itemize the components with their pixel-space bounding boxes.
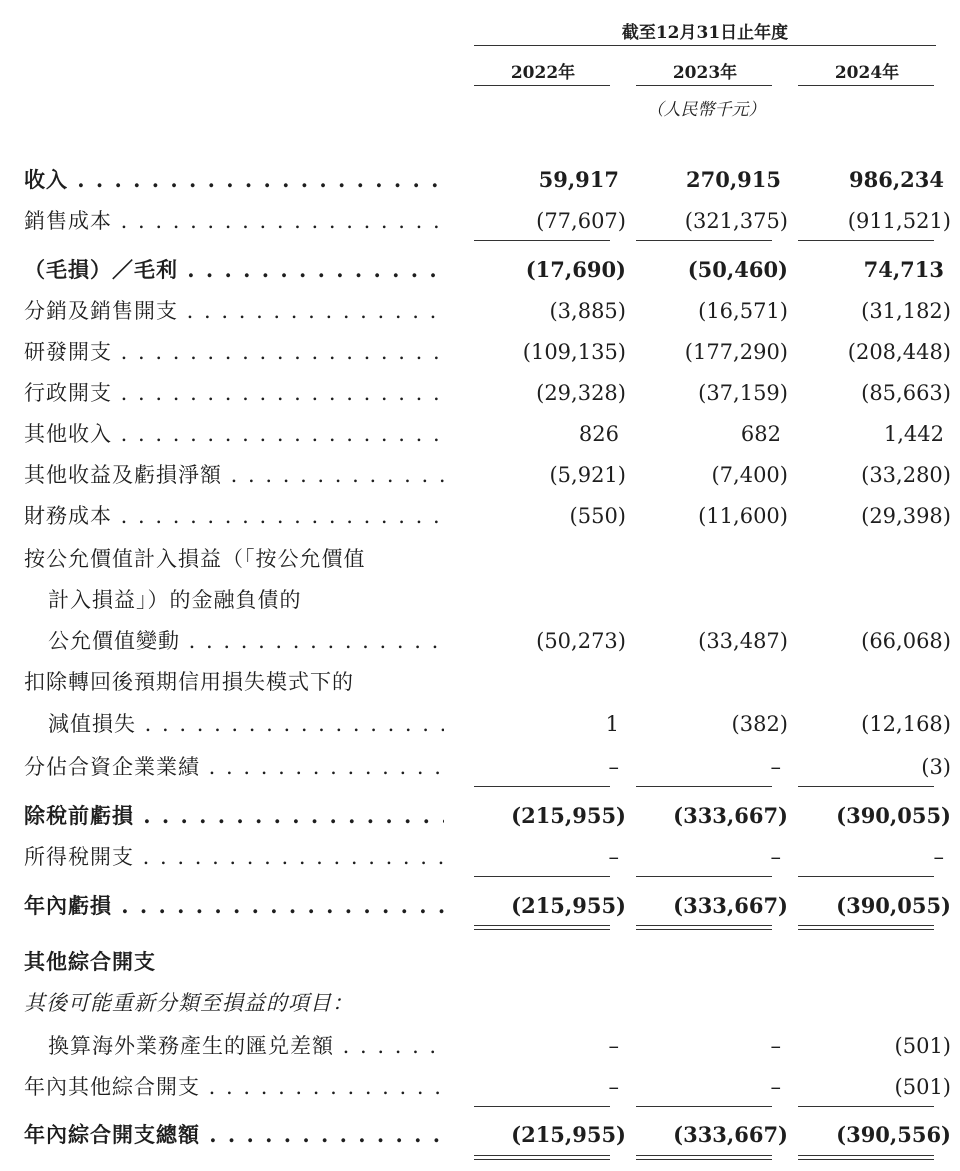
table-row-oci-for-year: [0, 1067, 960, 1107]
row-label: 公允價值變動 . . .: [48, 621, 444, 661]
subtotal-rule-2022: [474, 786, 610, 787]
subtotal-rule-2024: [798, 786, 934, 787]
section-heading-oci: [0, 942, 960, 982]
table-row-fair-value-change: [0, 621, 960, 661]
period-header-rule: [474, 45, 936, 46]
row-label: 其他綜合開支: [24, 949, 156, 974]
value-2022: (5,921): [549, 463, 626, 487]
period-header: 截至12月31日止年度: [621, 23, 789, 43]
year-header-2024: 2024年: [834, 63, 900, 83]
table-row-ecl-line1: [0, 662, 960, 702]
value-2023: (333,667): [673, 803, 788, 828]
row-label: 分銷及銷售開支 . . .: [24, 291, 444, 331]
row-label: 其他收益及虧損淨額 . . .: [24, 455, 444, 495]
value-2023: (11,600): [698, 504, 788, 528]
table-row-admin-expenses: [0, 373, 960, 413]
table-row-impairment-losses: [0, 704, 960, 744]
value-2023: (37,159): [698, 381, 788, 405]
value-2023: (382): [731, 712, 788, 736]
value-2022: 1: [605, 712, 619, 736]
row-label: 扣除轉回後預期信用損失模式下的: [24, 670, 354, 694]
value-2022: (29,328): [536, 381, 626, 405]
value-2024: (66,068): [861, 629, 951, 653]
value-2024: (12,168): [861, 712, 951, 736]
value-2022: –: [608, 845, 619, 869]
row-label: 年內其他綜合開支 . . .: [24, 1067, 444, 1107]
table-row-fx-difference: [0, 1026, 960, 1066]
value-2022: –: [608, 1075, 619, 1099]
value-2022: (215,955): [511, 893, 626, 918]
table-row-revenue: [0, 160, 960, 200]
row-label: （毛損）／毛利 . . .: [24, 250, 444, 290]
row-label: 財務成本 . . .: [24, 496, 444, 536]
value-2022: (109,135): [522, 340, 626, 364]
row-label: 除稅前虧損 . . .: [24, 796, 444, 836]
table-row-other-income: [0, 414, 960, 454]
year-header-rule-2024: [798, 85, 934, 86]
value-2022: (50,273): [536, 629, 626, 653]
subtotal-rule-2024: [798, 876, 934, 877]
value-2023: 270,915: [686, 167, 781, 192]
value-2023: (333,667): [673, 1122, 788, 1147]
row-label: 計入損益」）的金融負債的: [48, 588, 302, 612]
value-2024: (390,055): [836, 893, 951, 918]
subtotal-rule-2023: [636, 1106, 772, 1107]
table-row-distribution-expenses: [0, 291, 960, 331]
total-double-rule-2023: [636, 1155, 772, 1160]
subtotal-rule-2022: [474, 876, 610, 877]
year-header-2023: 2023年: [672, 63, 738, 83]
value-2023: –: [770, 755, 781, 779]
value-2024: –: [933, 845, 944, 869]
value-2022: (550): [569, 504, 626, 528]
table-row-loss-for-year: [0, 886, 960, 926]
table-row-other-gains-losses: [0, 455, 960, 495]
value-2024: (501): [894, 1075, 951, 1099]
value-2023: (50,460): [687, 257, 788, 282]
value-2022: –: [608, 1034, 619, 1058]
value-2023: (177,290): [684, 340, 788, 364]
value-2023: (16,571): [698, 299, 788, 323]
row-label: 年內綜合開支總額 . . .: [24, 1115, 444, 1155]
total-double-rule-2022: [474, 1155, 610, 1160]
row-label: 年內虧損 . . .: [24, 886, 444, 926]
value-2024: (31,182): [861, 299, 951, 323]
subtotal-rule-2024: [798, 240, 934, 241]
table-row-jv-share: [0, 747, 960, 787]
total-double-rule-2022: [474, 925, 610, 930]
table-row-gross-profit: [0, 250, 960, 290]
subtotal-rule-2023: [636, 240, 772, 241]
value-2024: (501): [894, 1034, 951, 1058]
year-header-2022: 2022年: [510, 63, 576, 83]
value-2022: 826: [578, 422, 619, 446]
row-label: 收入 . . .: [24, 160, 444, 200]
row-label: 其他收入 . . .: [24, 414, 444, 454]
value-2024: (85,663): [861, 381, 951, 405]
value-2023: –: [770, 1075, 781, 1099]
value-2022: (215,955): [511, 1122, 626, 1147]
row-label: 行政開支 . . .: [24, 373, 444, 413]
subtotal-rule-2022: [474, 1106, 610, 1107]
row-label: 換算海外業務產生的匯兑差額 . . .: [48, 1026, 444, 1066]
value-2024: (911,521): [847, 209, 951, 233]
value-2023: –: [770, 1034, 781, 1058]
value-2023: (321,375): [684, 209, 788, 233]
subtotal-rule-2023: [636, 786, 772, 787]
value-2023: (333,667): [673, 893, 788, 918]
total-double-rule-2023: [636, 925, 772, 930]
row-label: 所得稅開支 . . .: [24, 837, 444, 877]
value-2022: (215,955): [511, 803, 626, 828]
value-2022: 59,917: [538, 167, 619, 192]
value-2023: (33,487): [698, 629, 788, 653]
value-2024: (33,280): [861, 463, 951, 487]
section-subheading-reclassify: [0, 983, 960, 1023]
table-row-fvtpl-line1: [0, 539, 960, 579]
total-double-rule-2024: [798, 925, 934, 930]
value-2023: (7,400): [711, 463, 788, 487]
table-row-fvtpl-line2: [0, 580, 960, 620]
subtotal-rule-2022: [474, 240, 610, 241]
table-row-income-tax: [0, 837, 960, 877]
value-2024: (208,448): [847, 340, 951, 364]
row-label: 研發開支 . . .: [24, 332, 444, 372]
table-row-finance-costs: [0, 496, 960, 536]
value-2024: 986,234: [849, 167, 944, 192]
value-2022: (77,607): [536, 209, 626, 233]
table-row-rd-expenses: [0, 332, 960, 372]
value-2024: (390,556): [836, 1122, 951, 1147]
subtotal-rule-2023: [636, 876, 772, 877]
row-label: 其後可能重新分類至損益的項目：: [24, 991, 354, 1015]
row-label: 分佔合資企業業績 . . .: [24, 747, 444, 787]
value-2023: –: [770, 845, 781, 869]
value-2024: 74,713: [863, 257, 944, 282]
value-2024: (390,055): [836, 803, 951, 828]
table-row-total-comprehensive-expense: [0, 1115, 960, 1155]
row-label: 減值損失 . . .: [48, 704, 444, 744]
value-2024: 1,442: [883, 422, 944, 446]
year-header-rule-2022: [474, 85, 610, 86]
value-2022: (3,885): [549, 299, 626, 323]
currency-unit: （人民幣千元）: [646, 100, 766, 120]
value-2024: (29,398): [861, 504, 951, 528]
table-row-loss-before-tax: [0, 796, 960, 836]
value-2023: 682: [740, 422, 781, 446]
row-label: 按公允價值計入損益（「按公允價值: [24, 547, 366, 571]
value-2022: –: [608, 755, 619, 779]
value-2024: (3): [921, 755, 951, 779]
total-double-rule-2024: [798, 1155, 934, 1160]
value-2022: (17,690): [525, 257, 626, 282]
subtotal-rule-2024: [798, 1106, 934, 1107]
table-row-cost-of-sales: [0, 201, 960, 241]
row-label: 銷售成本 . . .: [24, 201, 444, 241]
year-header-rule-2023: [636, 85, 772, 86]
